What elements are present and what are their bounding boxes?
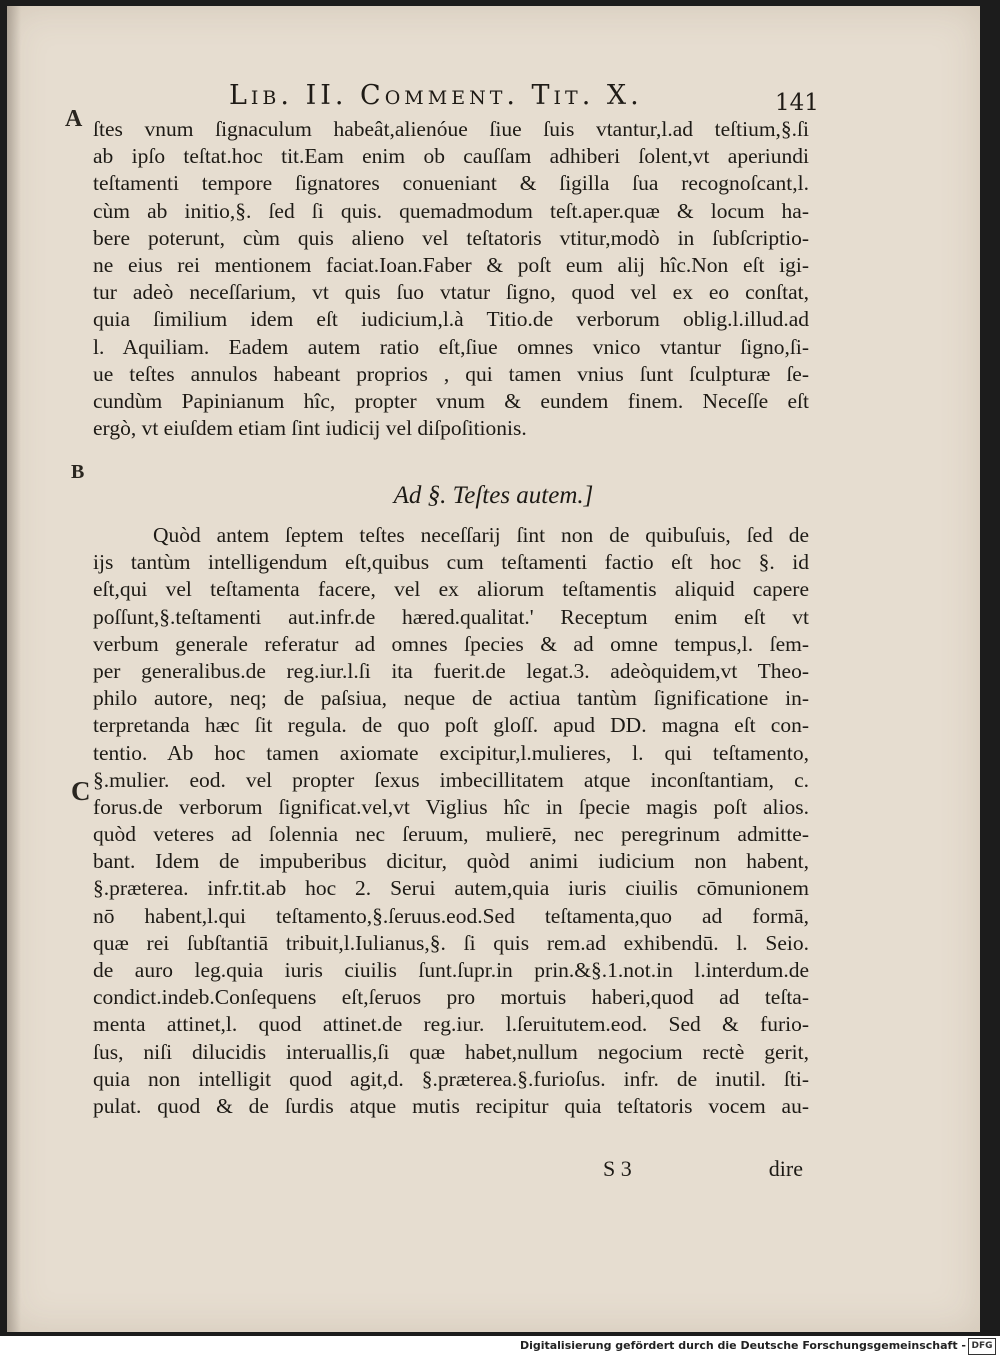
- text-line: ſtes vnum ſignaculum habeât,alienóue ſiue ſuis vtantur,l.ad teſtium,§.ſi: [93, 117, 809, 141]
- text-line: per generalibus.de reg.iur.l.ſi ita fuerit.de legat.3. adeòquidem,vt Theo-: [93, 658, 809, 683]
- text-line: forus.de verborum ſignificat.vel,vt Viglius hîc in ſpecie magis poſt alios.: [93, 794, 809, 819]
- text-line: quia ſimilium idem eſt iudicium,l.à Titio.de verborum oblig.l.illud.ad: [93, 307, 809, 332]
- paragraph-2: [93, 522, 809, 1120]
- text-line: cundùm Papinianum hîc, propter vnum & eundem finem. Neceſſe eſt: [93, 388, 809, 413]
- text-line: ne eius rei mentionem faciat.Ioan.Faber & poſt eum alij hîc.Non eſt igi-: [93, 252, 809, 277]
- text-line: menta attinet,l. quod attinet.de reg.iur. l.ſeruitutem.eod. Sed & furio-: [93, 1012, 809, 1037]
- text-line: Quòd antem ſeptem teſtes neceſſarij ſint non de quibuſuis, ſed de: [153, 523, 809, 547]
- text-line: l. Aquiliam. Eadem autem ratio eſt,ſiue omnes vnico vtantur ſigno,ſi-: [93, 334, 809, 359]
- text-line: ergò, vt eiuſdem etiam ſint iudicij vel diſpoſitionis.: [93, 416, 527, 441]
- dfg-logo-icon: DFG: [968, 1338, 996, 1355]
- book-page: [7, 6, 980, 1332]
- text-line: verbum generale referatur ad omnes ſpecies & ad omne tempus,l. ſem-: [93, 631, 809, 656]
- text-line: de auro leg.quia iuris ciuilis ſunt.ſupr.in prin.&§.1.not.in l.interdum.de: [93, 958, 809, 982]
- text-line: quæ rei ſubſtantiā tribuit,l.Iulianus,§. ſi quis rem.ad exhibendū. l. Seio.: [93, 930, 809, 955]
- text-line: ue teſtes annulos habeant proprios , qui tamen vnius ſunt ſculpturæ ſe-: [93, 361, 809, 386]
- catchword: dire: [768, 1156, 803, 1181]
- text-line: pulat. quod & de ſurdis atque mutis recipitur quia teſtatoris vocem au-: [93, 1093, 809, 1118]
- text-line: §.mulier. eod. vel propter ſexus imbecillitatem atque inconſtantiam, c.: [93, 767, 809, 792]
- text-line: ijs tantùm intelligendum eſt,quibus cum teſtamenti factio eſt hoc §. id: [93, 550, 809, 575]
- margin-letter-c: C: [71, 776, 91, 806]
- text-line: bere poterunt, cùm quis alieno vel teſtatoris vtitur,modò in ſubſcriptio-: [93, 225, 809, 250]
- text-line: tentio. Ab hoc tamen axiomate excipitur,l.mulieres, l. qui teſtamento,: [93, 740, 809, 765]
- margin-letter-a: A: [65, 106, 83, 132]
- text-line: tur adeò neceſſarium, vt quis ſuo vtatur ſigno, quod vel ex eo conſtat,: [93, 280, 809, 305]
- text-line: poſſunt,§.teſtamenti aut.infr.de hæred.qualitat.' Receptum enim eſt vt: [93, 604, 809, 629]
- text-line: ſus, niſi dilucidis interuallis,ſi quæ habet,nullum negocium rectè gerit,: [93, 1039, 809, 1064]
- text-line: quòd veteres ad ſolennia nec ſeruum, mulierē, nec peregrinum admitte-: [93, 822, 809, 847]
- text-line: terpretanda hæc ſit regula. de quo poſt gloſſ. apud DD. magna eſt con-: [93, 713, 809, 738]
- text-line: teſtamenti tempore ſignatores conueniant & ſigilla ſua recognoſcant,l.: [93, 171, 809, 196]
- signature-mark: S 3: [603, 1156, 632, 1181]
- text-line: cùm ab initio,§. ſed ſi quis. quemadmodum teſt.aper.quæ & locum ha-: [93, 198, 809, 223]
- credit-bar: [0, 1336, 1000, 1356]
- text-line: condict.indeb.Conſequens eſt,ſeruos pro mortuis haberi,quod ad teſta-: [93, 985, 809, 1010]
- text-line: §.præterea. infr.tit.ab hoc 2. Serui autem,quia iuris ciuilis cōmunionem: [93, 876, 809, 901]
- paragraph-1: [93, 116, 809, 442]
- text-line: philo autore, neq; de paſsiua, neque de actiua tantùm ſignificatione in-: [93, 686, 809, 711]
- running-head: [7, 78, 980, 118]
- text-line: ab ipſo teſtat.hoc tit.Eam enim ob cauſſam adhiberi ſolent,vt aperiundi: [93, 144, 809, 169]
- funding-credit: Digitalisierung gefördert durch die Deutsche Forschungsgemeinschaft -: [519, 1339, 966, 1352]
- page-spine-shadow: [7, 6, 21, 1332]
- text-line: eſt,qui vel teſtamenta facere, vel ex aliorum teſtamentis aliquid capere: [93, 577, 809, 602]
- text-line: nō habent,l.qui teſtamento,§.ſeruus.eod.Sed teſtamenta,quo ad formā,: [93, 903, 809, 928]
- section-heading: Ad §. Teſtes autem.]: [393, 482, 594, 509]
- page-footer: [93, 1156, 809, 1186]
- text-line: quia non intelligit quod agit,d. §.præterea.§.furioſus. infr. de inutil. ſti-: [93, 1066, 809, 1091]
- running-title: Lib. II. Comment. Tit. X.: [229, 80, 643, 111]
- margin-letter-b: B: [71, 461, 85, 483]
- text-line: bant. Idem de impuberibus dicitur, quòd animi iudicium non habent,: [93, 849, 809, 874]
- page-number: 141: [775, 90, 819, 116]
